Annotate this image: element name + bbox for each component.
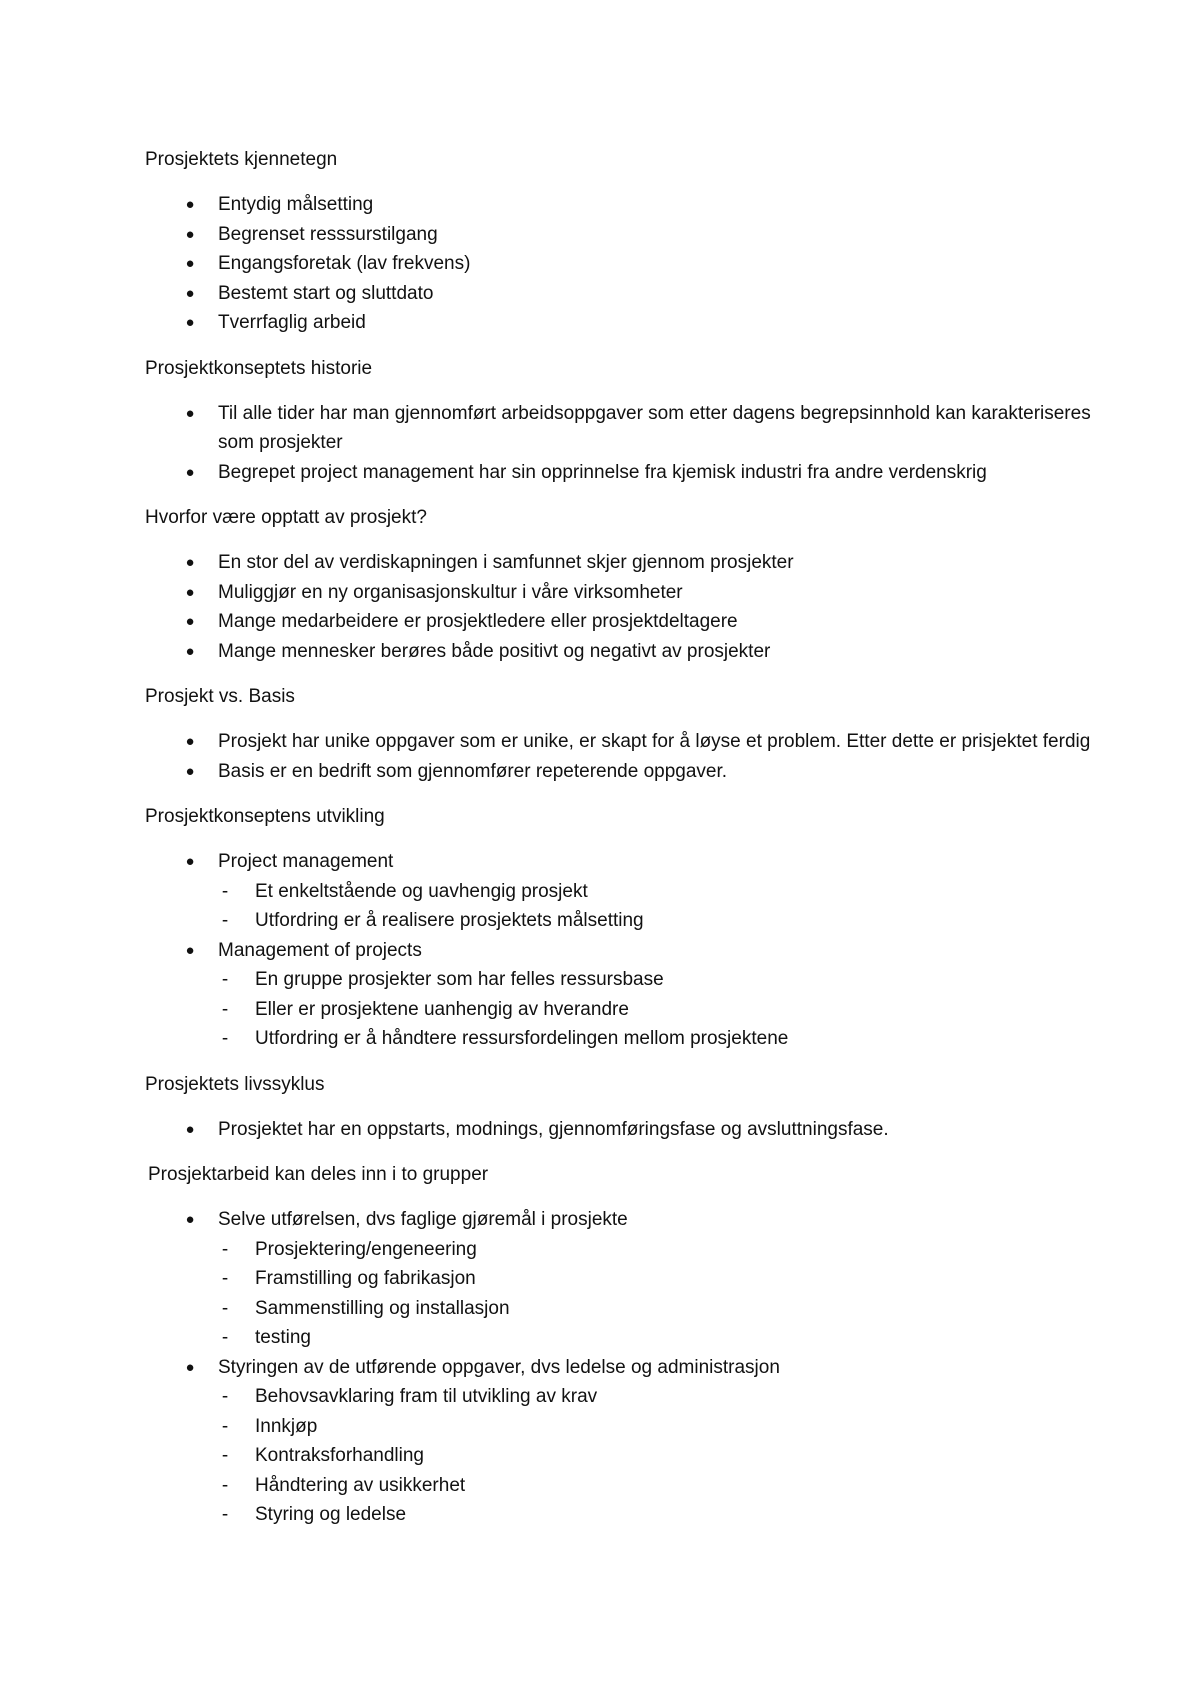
sub-item-text: Håndtering av usikkerhet — [255, 1474, 466, 1496]
bullet-text: Basis er en bedrift som gjennomfører repeterende oppgaver. — [218, 760, 728, 782]
bullet-text: Begrepet project management har sin opprinnelse fra kjemisk industri fra andre verdenskrig — [218, 461, 987, 483]
sub-list — [218, 965, 1105, 1054]
bullet-item — [145, 458, 1105, 488]
bullet-text: Begrenset resssurstilgang — [218, 223, 438, 245]
bullet-item — [145, 727, 1105, 757]
sub-item-text: Sammenstilling og installasjon — [255, 1297, 510, 1319]
bullet-list — [145, 847, 1105, 1054]
bullet-item — [145, 308, 1105, 338]
sub-item — [218, 1294, 1105, 1324]
dash-marker: - — [221, 1268, 229, 1289]
sub-item-text: Styring og ledelse — [255, 1504, 407, 1525]
bullet-list — [145, 548, 1105, 666]
bullet-item — [145, 847, 1105, 936]
bullet-text: Prosjektet har en oppstarts, modnings, gjennomføringsfase og avsluttningsfase. — [218, 1118, 889, 1140]
document-body — [145, 145, 1105, 1546]
bullet-list — [145, 727, 1105, 786]
bullet-list — [145, 1205, 1105, 1530]
dash-marker: - — [221, 1386, 229, 1407]
sub-item — [218, 1412, 1105, 1442]
sub-item-text: En gruppe prosjekter som har felles ressursbase — [255, 969, 664, 990]
bullet-icon: ● — [185, 404, 195, 422]
sub-item-text: testing — [255, 1327, 311, 1348]
bullet-icon: ● — [185, 853, 195, 870]
bullet-icon: ● — [185, 1358, 195, 1376]
sub-item-text: Et enkeltstående og uavhengig prosjekt — [255, 880, 588, 902]
bullet-icon: ● — [185, 225, 195, 243]
sub-list — [218, 877, 1105, 936]
bullet-icon: ● — [185, 284, 195, 302]
bullet-item — [145, 607, 1105, 637]
bullet-text: Styringen av de utførende oppgaver, dvs ledelse og administrasjon — [218, 1356, 780, 1378]
bullet-text: Mange medarbeidere er prosjektledere eller prosjektdeltagere — [218, 611, 738, 632]
sub-item-text: Framstilling og fabrikasjon — [255, 1268, 476, 1289]
bullet-icon: ● — [185, 613, 195, 630]
section-heading: Prosjektets livssyklus — [145, 1073, 325, 1095]
bullet-item — [145, 190, 1105, 220]
bullet-icon: ● — [185, 583, 195, 601]
sub-item — [218, 1471, 1105, 1501]
bullet-icon: ● — [185, 1211, 195, 1228]
bullet-item — [145, 757, 1105, 787]
bullet-icon: ● — [185, 733, 195, 750]
bullet-text: Selve utførelsen, dvs faglige gjøremål i prosjekte — [218, 1209, 628, 1230]
dash-marker: - — [221, 1445, 229, 1466]
sub-item-text: Behovsavklaring fram til utvikling av krav — [255, 1386, 598, 1407]
bullet-item — [145, 936, 1105, 1054]
dash-marker: - — [221, 880, 229, 902]
bullet-icon: ● — [185, 554, 195, 571]
bullet-text: Project management — [218, 851, 394, 872]
sub-item — [218, 1323, 1105, 1353]
section-heading: Prosjektets kjennetegn — [145, 149, 338, 170]
bullet-item — [145, 578, 1105, 608]
bullet-item — [145, 1115, 1105, 1145]
bullet-list — [145, 1115, 1105, 1145]
sub-item-text: Utfordring er å håndtere ressursfordelingen mellom prosjektene — [255, 1028, 789, 1049]
section-heading: Prosjektkonseptens utvikling — [145, 806, 385, 827]
dash-marker: - — [221, 1327, 229, 1348]
dash-marker: - — [221, 1297, 229, 1319]
bullet-icon: ● — [185, 642, 195, 660]
sub-item — [218, 1500, 1105, 1530]
bullet-icon: ● — [185, 941, 195, 959]
bullet-list — [145, 190, 1105, 338]
dash-marker: - — [221, 1474, 229, 1496]
sub-item — [218, 906, 1105, 936]
bullet-text: En stor del av verdiskapningen i samfunnet skjer gjennom prosjekter — [218, 552, 794, 573]
bullet-text: Management of projects — [218, 939, 422, 961]
sub-item — [218, 1382, 1105, 1412]
bullet-text: Engangsforetak (lav frekvens) — [218, 253, 471, 274]
section-heading: Hvorfor være opptatt av prosjekt? — [145, 507, 427, 528]
section-heading: Prosjektarbeid kan deles inn i to grupper — [148, 1164, 489, 1185]
bullet-item — [145, 637, 1105, 667]
dash-marker: - — [221, 910, 229, 931]
sub-item — [218, 995, 1105, 1025]
bullet-icon: ● — [185, 196, 195, 213]
sub-item-text: Kontraksforhandling — [255, 1445, 424, 1466]
bullet-icon: ● — [185, 255, 195, 272]
sub-item — [218, 1441, 1105, 1471]
dash-marker: - — [221, 1504, 229, 1525]
bullet-item — [145, 1353, 1105, 1530]
sub-item — [218, 1264, 1105, 1294]
sub-item — [218, 965, 1105, 995]
bullet-item — [145, 548, 1105, 578]
dash-marker: - — [221, 1028, 229, 1049]
sub-item — [218, 1024, 1105, 1054]
bullet-text: Tverrfaglig arbeid — [218, 312, 366, 333]
sub-item-text: Utfordring er å realisere prosjektets målsetting — [255, 910, 644, 931]
bullet-text: Til alle tider har man gjennomført arbeidsoppgaver som etter dagens begrepsinnhold kan karakteriseres som prosjekter — [218, 402, 1091, 453]
bullet-icon: ● — [185, 314, 195, 331]
sub-item-text: Eller er prosjektene uanhengig av hverandre — [255, 998, 629, 1020]
sub-list — [218, 1235, 1105, 1353]
sub-item — [218, 877, 1105, 907]
bullet-icon: ● — [185, 1120, 195, 1138]
sub-list — [218, 1382, 1105, 1530]
bullet-item — [145, 399, 1105, 458]
bullet-text: Prosjekt har unike oppgaver som er unike, er skapt for å løyse et problem. Etter dette er prisjektet ferdig — [218, 731, 1091, 752]
dash-marker: - — [221, 998, 229, 1020]
bullet-text: Bestemt start og sluttdato — [218, 282, 434, 304]
bullet-item — [145, 279, 1105, 309]
bullet-item — [145, 1205, 1105, 1353]
sub-item — [218, 1235, 1105, 1265]
bullet-list — [145, 399, 1105, 488]
sub-item-text: Prosjektering/engeneering — [255, 1238, 477, 1260]
bullet-text: Muliggjør en ny organisasjonskultur i våre virksomheter — [218, 581, 683, 603]
sub-item-text: Innkjøp — [255, 1415, 318, 1437]
bullet-item — [145, 220, 1105, 250]
dash-marker: - — [221, 1238, 229, 1260]
bullet-text: Entydig målsetting — [218, 194, 374, 215]
bullet-icon: ● — [185, 463, 195, 481]
section-heading: Prosjektkonseptets historie — [145, 357, 373, 379]
dash-marker: - — [221, 969, 229, 990]
bullet-icon: ● — [185, 762, 195, 780]
bullet-item — [145, 249, 1105, 279]
dash-marker: - — [221, 1415, 229, 1437]
bullet-text: Mange mennesker berøres både positivt og negativt av prosjekter — [218, 640, 771, 662]
section-heading: Prosjekt vs. Basis — [145, 686, 295, 707]
